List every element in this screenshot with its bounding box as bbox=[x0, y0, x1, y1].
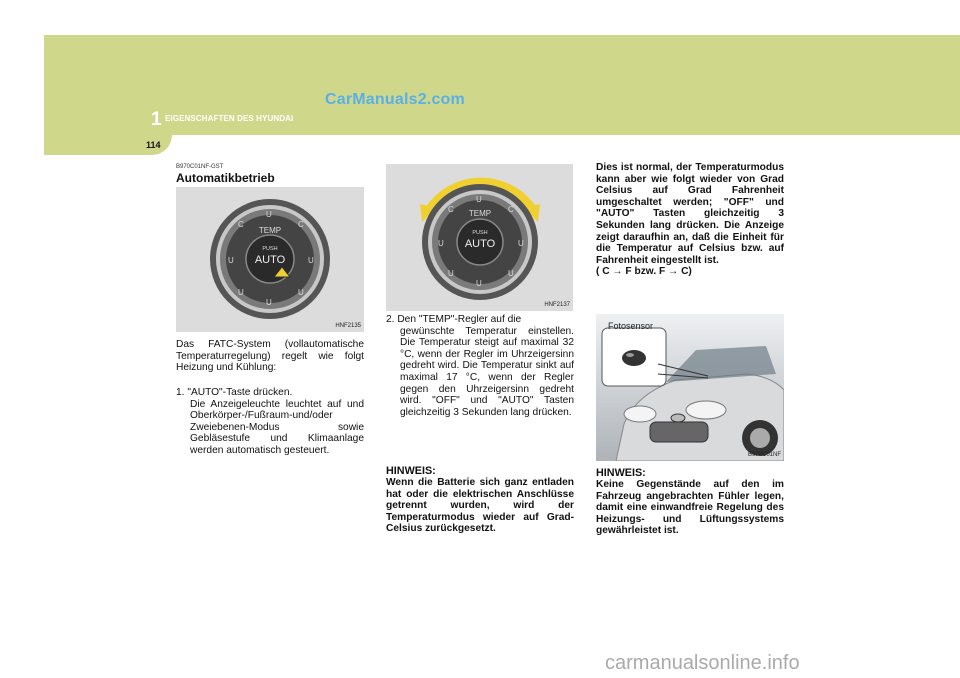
section-title: Automatikbetrieb bbox=[176, 171, 275, 185]
sensor-label: Fotosensor bbox=[608, 321, 654, 331]
note-title-2: HINWEIS: bbox=[596, 467, 646, 479]
svg-text:U: U bbox=[266, 210, 272, 219]
intro-paragraph: Das FATC-System (vollautomatische Temperaturregelung) regelt wie folgt Heizung und Kühlung: bbox=[176, 339, 364, 374]
svg-text:C: C bbox=[448, 205, 454, 214]
svg-text:C: C bbox=[238, 220, 244, 229]
svg-text:U: U bbox=[476, 195, 482, 204]
figure-code: HNF2137 bbox=[544, 302, 570, 308]
note-body: Wenn die Batterie sich ganz entladen hat oder die elektrischen Anschlüsse getrennt wurden, wird der Temperaturmodus wieder auf Grad-Celsius zurückgesetzt. bbox=[386, 477, 574, 535]
page-number: 114 bbox=[146, 140, 161, 150]
note-body-2: Keine Gegenstände auf den im Fahrzeug angebrachten Fühler legen, damit eine einwandfreie Regelung des Heizungs- und Lüftungssystems gewährleistet ist. bbox=[596, 479, 784, 537]
col3-conversion: ( C → F bzw. F → C) bbox=[596, 266, 692, 278]
footer-watermark: carmanualsonline.info bbox=[605, 652, 800, 674]
auto-knob-illustration bbox=[176, 187, 364, 332]
list-item-1 bbox=[176, 387, 364, 457]
svg-text:U: U bbox=[228, 256, 234, 265]
svg-text:U: U bbox=[476, 279, 482, 288]
list-item-2 bbox=[386, 314, 574, 418]
list-item-2-title: 2. Den "TEMP"-Regler auf die bbox=[386, 314, 522, 325]
brand-emblem-icon bbox=[671, 414, 685, 422]
car-photo-illustration bbox=[596, 314, 784, 461]
svg-text:U: U bbox=[266, 298, 272, 307]
knob-push-label: PUSH bbox=[262, 246, 278, 252]
list-item-2-body: gewünschte Temperatur einstellen. Die Temperatur steigt auf maximal 32 °C, wenn der Regler im Uhrzeigersinn gedreht wird. Die Temperatur sinkt auf maximal 17 °C, wenn der Regler gegen den Uhrzeigersinn gedreht wird. "OFF" und "AUTO" Tasten gleichzeitig 3 Sekunden lang drücken. bbox=[400, 325, 574, 418]
figure-photo-sensor bbox=[596, 314, 784, 461]
chapter-title: EIGENSCHAFTEN DES HYUNDAI bbox=[165, 114, 294, 123]
knob-push-label: PUSH bbox=[472, 230, 488, 236]
note-title: HINWEIS: bbox=[386, 465, 436, 477]
svg-text:U: U bbox=[298, 288, 304, 297]
col3-text bbox=[596, 162, 784, 278]
svg-text:U: U bbox=[448, 269, 454, 278]
svg-text:C: C bbox=[508, 205, 514, 214]
knob-auto-label: AUTO bbox=[464, 238, 496, 250]
temp-knob-illustration bbox=[386, 164, 573, 311]
col3-paragraph: Dies ist normal, der Temperaturmodus kann aber wie folgt wieder von Grad Celsius auf Grad Fahrenheit umgeschaltet werden; "OFF" und "AUTO" Tasten gleichzeitig 3 Sekunden lang drücken. Die Anzeige zeigt daraufhin an, daß die Einheit für die Temperatur auf Celsius bzw. auf Fahrenheit eingestellt ist. bbox=[596, 162, 784, 266]
photo-sensor-icon bbox=[622, 350, 646, 366]
figure-code: HNF2135 bbox=[335, 323, 361, 329]
chapter-number: 1 bbox=[151, 109, 162, 130]
knob-temp-label: TEMP bbox=[468, 209, 492, 218]
figure-code: B970C01NF bbox=[747, 452, 781, 458]
svg-text:U: U bbox=[238, 288, 244, 297]
list-item-1-title: 1. "AUTO"-Taste drücken. bbox=[176, 387, 293, 398]
svg-text:U: U bbox=[518, 239, 524, 248]
section-code: B970C01NF-GST bbox=[176, 164, 224, 170]
watermark-link[interactable]: CarManuals2.com bbox=[325, 91, 465, 108]
figure-auto-knob bbox=[176, 187, 364, 332]
list-item-1-body: Die Anzeigeleuchte leuchtet auf und Oberkörper-/Fußraum-und/oder Zweiebenen-Modus sowie Gebläsestufe und Klimaanlage werden automatisch gesteuert. bbox=[190, 398, 364, 456]
figure-temp-knob bbox=[386, 164, 573, 311]
svg-text:C: C bbox=[298, 220, 304, 229]
svg-text:U: U bbox=[308, 256, 314, 265]
svg-text:U: U bbox=[438, 239, 444, 248]
svg-text:U: U bbox=[508, 269, 514, 278]
knob-auto-label: AUTO bbox=[254, 254, 286, 266]
knob-temp-label: TEMP bbox=[258, 226, 282, 235]
